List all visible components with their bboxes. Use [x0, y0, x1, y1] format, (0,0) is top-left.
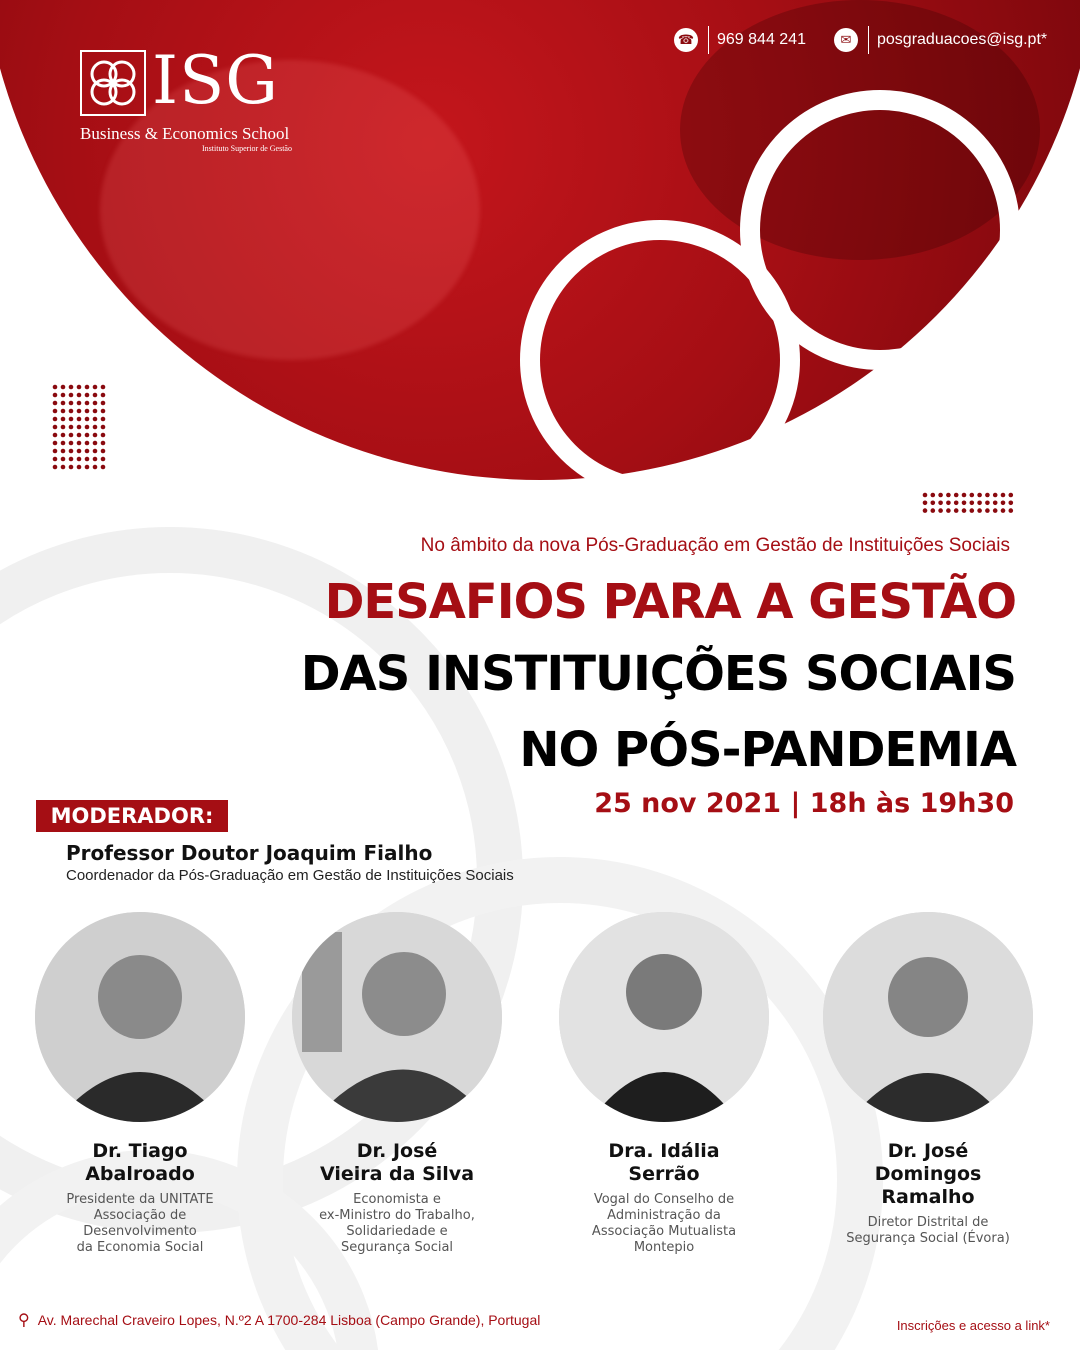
speaker-desc-line: Solidariedade e	[346, 1224, 448, 1239]
speaker-desc-line: ex-Ministro do Trabalho,	[319, 1208, 475, 1223]
moderator-label: MODERADOR:	[36, 800, 228, 832]
moderator-role: Coordenador da Pós-Graduação em Gestão de Instituições Sociais	[66, 867, 514, 884]
speaker-name-line: Dr. José	[356, 1140, 438, 1162]
speaker-desc-line: Vogal do Conselho de	[593, 1192, 735, 1207]
event-date: 25 nov 2021 | 18h às 19h30	[594, 788, 1014, 819]
speaker-card	[534, 912, 794, 1256]
speaker-desc-line: Associação de	[93, 1208, 187, 1223]
speaker-photo	[35, 912, 245, 1122]
phone-number: 969 844 241	[717, 31, 806, 48]
speaker-card	[798, 912, 1058, 1247]
speaker-desc-line: Associação Mutualista	[591, 1224, 737, 1239]
speaker-desc-line: Segurança Social	[340, 1240, 454, 1255]
speaker-name-line: Abalroado	[85, 1163, 195, 1185]
speaker-card	[10, 912, 270, 1256]
speaker-name-line: Dr. Tiago	[92, 1140, 188, 1162]
venue-address	[18, 1310, 540, 1330]
speaker-desc-line: Montepio	[633, 1240, 695, 1255]
speaker-desc-line: Administração da	[607, 1208, 721, 1223]
logo-tagline: Business & Economics School	[80, 124, 290, 143]
email-address: posgraduacoes@isg.pt*	[877, 31, 1048, 48]
phone-icon: ☎	[674, 28, 698, 52]
speaker-card	[267, 912, 527, 1256]
moderator-name: Professor Doutor Joaquim Fialho	[66, 841, 433, 865]
speaker-name-line: Ramalho	[881, 1186, 975, 1208]
event-title-line-2: DAS INSTITUIÇÕES SOCIAIS	[300, 646, 1016, 702]
event-title-line-1: DESAFIOS PARA A GESTÃO	[324, 574, 1016, 630]
speaker-desc-line: Desenvolvimento	[83, 1224, 197, 1239]
speaker-desc-line: Segurança Social (Évora)	[846, 1231, 1010, 1246]
speaker-desc-line: Presidente da UNITATE	[66, 1192, 214, 1207]
dot-pattern-left	[52, 384, 108, 472]
event-title-line-3: NO PÓS-PANDEMIA	[519, 722, 1016, 778]
speaker-photo	[292, 912, 502, 1122]
isg-logo[interactable]	[80, 42, 310, 160]
address-text: Av. Marechal Craveiro Lopes, N.º2 A 1700-284 Lisboa (Campo Grande), Portugal	[37, 1312, 541, 1328]
signup-note: Inscrições e acesso a link*	[896, 1318, 1050, 1333]
location-pin-icon: ⚲	[18, 1312, 30, 1329]
speaker-name-line: Dra. Idália	[608, 1140, 720, 1162]
speaker-photo	[823, 912, 1033, 1122]
speaker-desc-line: Economista e	[353, 1192, 441, 1207]
mail-icon: ✉	[834, 28, 858, 52]
speaker-name-line: Dr. José	[887, 1140, 969, 1162]
speaker-name-line: Domingos	[874, 1163, 982, 1185]
dot-pattern-right	[922, 492, 1014, 518]
logo-emblem-icon	[80, 50, 146, 116]
speaker-name-line: Vieira da Silva	[319, 1163, 475, 1185]
speaker-desc-line: Diretor Distrital de	[867, 1215, 989, 1230]
speaker-photo	[559, 912, 769, 1122]
logo-full-name: Instituto Superior de Gestão	[202, 144, 292, 153]
logo-text: ISG	[152, 42, 280, 119]
email-contact[interactable]	[834, 26, 1047, 54]
phone-contact[interactable]	[674, 26, 806, 54]
speaker-desc-line: da Economia Social	[76, 1240, 204, 1255]
event-subtitle: No âmbito da nova Pós-Graduação em Gestão de Instituições Sociais	[420, 535, 1010, 556]
speaker-name-line: Serrão	[628, 1163, 700, 1185]
